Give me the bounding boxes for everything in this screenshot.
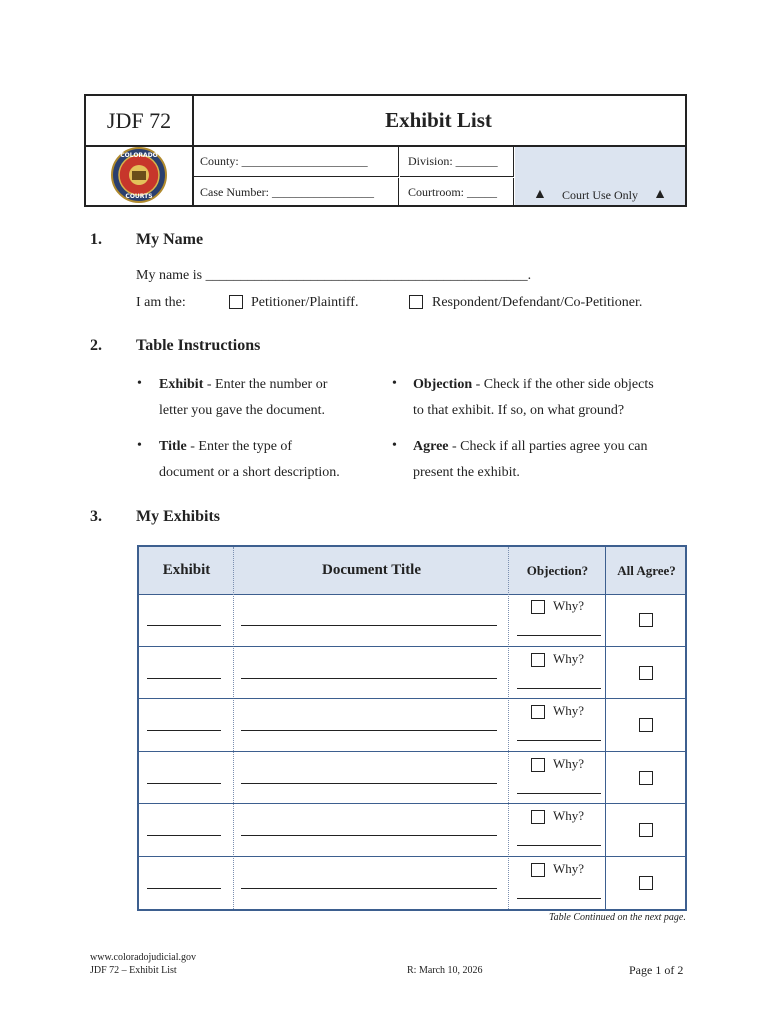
instruction-objection-text-1: - Check if the other side objects bbox=[472, 377, 654, 392]
footer-form-line: JDF 72 – Exhibit List bbox=[90, 965, 177, 976]
bullet-icon: • bbox=[392, 376, 397, 391]
exhibit-number-blank[interactable] bbox=[147, 835, 221, 836]
bullet-icon: • bbox=[137, 438, 142, 453]
col-header-objection: Objection? bbox=[526, 562, 589, 578]
document-title-blank[interactable] bbox=[241, 835, 497, 836]
bullet-icon: • bbox=[392, 438, 397, 453]
instruction-exhibit bbox=[159, 372, 384, 424]
objection-checkbox[interactable] bbox=[531, 758, 545, 772]
objection-checkbox[interactable] bbox=[531, 863, 545, 877]
section-1-number: 1. bbox=[90, 231, 102, 248]
section-2-number: 2. bbox=[90, 337, 102, 354]
instruction-agree-text-1: - Check if all parties agree you can bbox=[448, 439, 648, 454]
instruction-objection bbox=[413, 372, 688, 424]
objection-reason-blank[interactable] bbox=[517, 845, 601, 846]
respondent-checkbox[interactable] bbox=[409, 295, 423, 309]
instruction-title-term: Title bbox=[159, 439, 187, 454]
name-line[interactable]: My name is ______________________________________________. bbox=[136, 268, 532, 283]
form-title: Exhibit List bbox=[192, 96, 685, 147]
exhibit-number-blank[interactable] bbox=[147, 678, 221, 679]
instruction-title bbox=[159, 434, 384, 486]
why-label: Why? bbox=[553, 650, 585, 666]
instruction-objection-term: Objection bbox=[413, 377, 473, 392]
objection-reason-blank[interactable] bbox=[517, 688, 601, 689]
table-row bbox=[139, 857, 685, 910]
objection-checkbox[interactable] bbox=[531, 810, 545, 824]
why-label: Why? bbox=[553, 755, 585, 771]
court-use-area bbox=[515, 147, 685, 205]
document-title-blank[interactable] bbox=[241, 678, 497, 679]
form-id: JDF 72 bbox=[86, 96, 194, 147]
instruction-title-text-2: document or a short description. bbox=[159, 465, 340, 480]
triangle-up-icon: ▲ bbox=[653, 187, 667, 202]
objection-checkbox[interactable] bbox=[531, 653, 545, 667]
instruction-exhibit-term: Exhibit bbox=[159, 377, 204, 392]
division-field[interactable]: Division: _______ bbox=[400, 147, 514, 177]
footer-revision: R: March 10, 2026 bbox=[407, 965, 483, 976]
instruction-agree-text-2: present the exhibit. bbox=[413, 465, 520, 480]
why-label: Why? bbox=[553, 703, 585, 718]
table-row bbox=[139, 594, 685, 647]
table-continued-note: Table Continued on the next page. bbox=[549, 912, 686, 923]
section-3-title: My Exhibits bbox=[136, 508, 221, 525]
all-agree-checkbox[interactable] bbox=[639, 613, 653, 627]
col-header-all-agree: All Agree? bbox=[617, 562, 676, 578]
footer-page: Page 1 of 2 bbox=[629, 963, 684, 977]
exhibit-number-blank[interactable] bbox=[147, 783, 221, 784]
instruction-exhibit-text-2: letter you gave the document. bbox=[159, 403, 325, 418]
instruction-agree bbox=[413, 434, 688, 486]
section-3-number: 3. bbox=[90, 508, 102, 525]
exhibit-number-blank[interactable] bbox=[147, 888, 221, 889]
objection-reason-blank[interactable] bbox=[517, 740, 601, 741]
seal-cell bbox=[86, 145, 194, 205]
instruction-exhibit-text-1: - Enter the number or bbox=[203, 377, 328, 392]
all-agree-checkbox[interactable] bbox=[639, 718, 653, 732]
bullet-icon: • bbox=[137, 376, 142, 391]
objection-reason-blank[interactable] bbox=[517, 793, 601, 794]
case-number-field[interactable]: Case Number: _________________ bbox=[194, 178, 399, 207]
exhibit-number-blank[interactable] bbox=[147, 625, 221, 626]
caption-box bbox=[84, 94, 687, 207]
table-header bbox=[139, 547, 685, 595]
why-label: Why? bbox=[553, 598, 585, 613]
table-row bbox=[139, 647, 685, 700]
respondent-label: Respondent/Defendant/Co-Petitioner. bbox=[432, 295, 643, 310]
seal-bottom-text: COURTS bbox=[125, 193, 153, 200]
document-title-blank[interactable] bbox=[241, 888, 497, 889]
footer-website[interactable]: www.coloradojudicial.gov bbox=[90, 952, 196, 963]
table-row bbox=[139, 804, 685, 857]
all-agree-checkbox[interactable] bbox=[639, 666, 653, 680]
role-label: I am the: bbox=[136, 295, 186, 310]
courtroom-field[interactable]: Courtroom: _____ bbox=[400, 178, 514, 207]
exhibit-table bbox=[137, 545, 687, 911]
instruction-objection-text-2: to that exhibit. If so, on what ground? bbox=[413, 403, 625, 418]
objection-checkbox[interactable] bbox=[531, 705, 545, 719]
document-title-blank[interactable] bbox=[241, 625, 497, 626]
table-body bbox=[139, 594, 685, 909]
objection-reason-blank[interactable] bbox=[517, 898, 601, 899]
all-agree-checkbox[interactable] bbox=[639, 823, 653, 837]
col-header-exhibit: Exhibit bbox=[162, 562, 211, 578]
exhibit-number-blank[interactable] bbox=[147, 730, 221, 731]
objection-reason-blank[interactable] bbox=[517, 635, 601, 636]
document-title-blank[interactable] bbox=[241, 730, 497, 731]
seal-top-text: COLORADO bbox=[120, 152, 158, 159]
why-label: Why? bbox=[553, 808, 585, 823]
instruction-title-text-1: - Enter the type of bbox=[186, 439, 293, 454]
document-title-blank[interactable] bbox=[241, 783, 497, 784]
col-header-document-title: Document Title bbox=[321, 562, 422, 578]
section-1-title: My Name bbox=[136, 231, 204, 248]
objection-checkbox[interactable] bbox=[531, 600, 545, 614]
all-agree-checkbox[interactable] bbox=[639, 771, 653, 785]
court-use-label: Court Use Only bbox=[562, 187, 638, 202]
instruction-agree-term: Agree bbox=[413, 439, 449, 454]
section-2-title: Table Instructions bbox=[136, 337, 261, 354]
petitioner-label: Petitioner/Plaintiff. bbox=[251, 295, 359, 310]
colorado-courts-seal-icon bbox=[110, 146, 168, 204]
table-row bbox=[139, 752, 685, 805]
why-label: Why? bbox=[553, 860, 585, 876]
all-agree-checkbox[interactable] bbox=[639, 876, 653, 890]
triangle-up-icon: ▲ bbox=[533, 187, 547, 202]
petitioner-checkbox[interactable] bbox=[229, 295, 243, 309]
county-field[interactable]: County: _____________________ bbox=[194, 147, 399, 177]
table-row bbox=[139, 699, 685, 752]
